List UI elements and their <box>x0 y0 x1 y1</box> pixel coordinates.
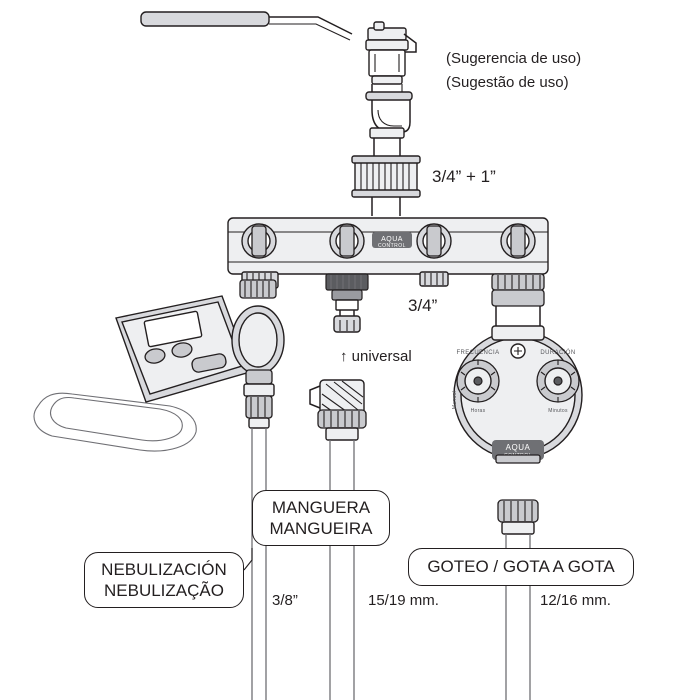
universal-label: ↑ universal <box>340 348 412 365</box>
usage-note-line1: (Sugerencia de uso) <box>446 50 582 67</box>
dim-hose-label: 15/19 mm. <box>368 592 439 609</box>
dim-splitter-label: 3/4” <box>408 296 438 315</box>
faucet-collar <box>368 28 406 40</box>
callout-hose <box>252 490 390 546</box>
usage-note-line2: (Sugestão de uso) <box>446 74 569 91</box>
manifold-outlet-2 <box>330 224 364 258</box>
callout-hose-line2: MANGUEIRA <box>269 519 373 538</box>
callout-mist-line1: NEBULIZACIÓN <box>101 559 227 579</box>
timer-side-text: Manual <box>452 390 458 410</box>
callout-drip <box>408 548 634 586</box>
manifold-group <box>228 218 548 290</box>
dim-mist-label: 3/8” <box>272 592 298 609</box>
timer-dial-right-sub: Minutos <box>548 408 568 414</box>
programmer-group <box>34 280 284 700</box>
timer-label-frequency: FRECUENCIA <box>456 350 500 356</box>
callout-mist-line2: NEBULIZAÇÃO <box>104 581 224 600</box>
faucet-spout <box>369 50 405 76</box>
timer-dial-left-sub: Horas <box>470 408 486 414</box>
pointer-mist <box>244 548 252 570</box>
callout-hose-line1: MANGUERA <box>271 497 371 517</box>
timer-dial-frequency <box>457 360 499 402</box>
dim-drip-label: 12/16 mm. <box>540 592 611 609</box>
faucet-handle <box>141 12 269 26</box>
dim-top-label: 3/4” + 1” <box>432 167 496 186</box>
mist-connector <box>246 396 272 418</box>
timer-group <box>448 290 588 700</box>
timer-label-duration: DURACIÓN <box>540 350 576 356</box>
callout-mist <box>84 552 244 608</box>
timer-dial-duration <box>537 360 579 402</box>
universal-connector-group <box>326 274 368 332</box>
manifold-brand-text: AQUA <box>381 236 403 243</box>
callout-drip-line1: GOTEO / GOTA A GOTA <box>427 557 615 577</box>
faucet-group <box>141 12 420 216</box>
manifold-brand-subtext: CONTROL <box>378 243 406 249</box>
timer-brand-text: AQUA <box>505 443 531 452</box>
